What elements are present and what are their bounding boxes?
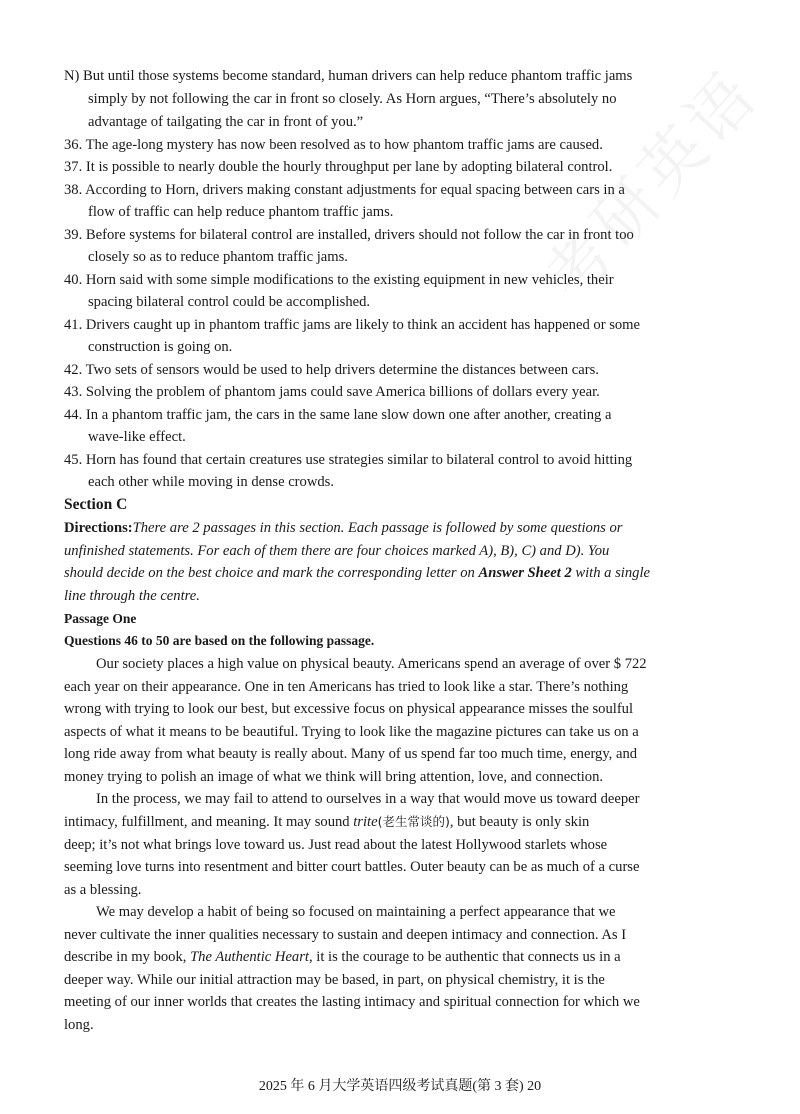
question-37: 37. It is possible to nearly double the hourly throughput per lane by adopting bilateral control. [64,159,613,175]
question-38-cont: flow of traffic can help reduce phantom traffic jams. [88,204,394,220]
passage-text: describe in my book, [64,949,191,965]
statement-n-cont: advantage of tailgating the car in front of you.” [88,114,364,130]
passage-line: long. [64,1017,94,1033]
directions-text: There are 2 passages in this section. Each passage is followed by some questions or [132,520,623,536]
question-39-cont: closely so as to reduce phantom traffic jams. [88,249,348,265]
directions-line-3 [64,563,650,583]
passage-line: wrong with trying to look our best, but excessive focus on physical appearance misses the soulful [64,701,634,717]
question-38: 38. According to Horn, drivers making constant adjustments for equal spacing between cars in a [64,182,625,198]
question-40: 40. Horn said with some simple modifications to the existing equipment in new vehicles, their [64,272,614,288]
watermark: 考研英语 [531,56,774,315]
question-39: 39. Before systems for bilateral control are installed, drivers should not follow the car in front too [64,227,634,243]
question-44-cont: wave-like effect. [88,429,186,445]
question-41-cont: construction is going on. [88,339,233,355]
passage-title: Passage One [64,611,137,626]
book-title: The Authentic Heart [190,949,309,965]
passage-line: as a blessing. [64,882,142,898]
directions-text: should decide on the best choice and mark the corresponding letter on [64,565,479,581]
section-title: Section C [64,496,128,513]
passage-line: We may develop a habit of being so focused on maintaining a perfect appearance that we [96,904,616,920]
question-44: 44. In a phantom traffic jam, the cars in the same lane slow down one after another, creating a [64,407,612,423]
question-42: 42. Two sets of sensors would be used to help drivers determine the distances between cars. [64,362,599,378]
question-45-cont: each other while moving in dense crowds. [88,474,334,490]
passage-text: intimacy, fulfillment, and meaning. It may sound [64,814,354,830]
directions-label: Directions: [64,520,133,536]
passage-line: never cultivate the inner qualities necessary to sustain and deepen intimacy and connection. As I [64,927,627,943]
passage-text: , it is the courage to be authentic that connects us in a [308,949,621,965]
passage-line: Our society places a high value on physical beauty. Americans spend an average of over $ 722 [96,656,647,672]
passage-line: each year on their appearance. One in ten Americans has tried to look like a star. There’s nothing [64,679,629,695]
passage-line: long ride away from what beauty is really about. Many of us spend far too much time, energy, and [64,746,638,762]
statement-n-cont: simply by not following the car in front so closely. As Horn argues, “There’s absolutely no [88,91,617,107]
statement-n: N) But until those systems become standard, human drivers can help reduce phantom traffic jams [64,68,633,84]
question-45: 45. Horn has found that certain creatures use strategies similar to bilateral control to avoid hitting [64,452,633,468]
questions-heading: Questions 46 to 50 are based on the following passage. [64,633,375,648]
gloss-word: trite [353,814,378,830]
passage-line: In the process, we may fail to attend to ourselves in a way that would move us toward deeper [96,791,640,807]
question-40-cont: spacing bilateral control could be accomplished. [88,294,371,310]
passage-line [64,812,589,832]
question-43: 43. Solving the problem of phantom jams could save America billions of dollars every year. [64,384,600,400]
answer-sheet-ref: Answer Sheet 2 [478,565,572,581]
directions-line-4: line through the centre. [64,588,200,604]
passage-line: money trying to polish an image of what we think will bring attention, love, and connection. [64,769,604,785]
question-36: 36. The age-long mystery has now been resolved as to how phantom traffic jams are caused. [64,137,603,153]
passage-line: meeting of our inner worlds that creates the lasting intimacy and spiritual connection for which we [64,994,640,1010]
question-41: 41. Drivers caught up in phantom traffic jams are likely to think an accident has happened or some [64,317,641,333]
passage-line [64,947,621,967]
passage-text: , but beauty is only skin [449,814,590,830]
passage-line: deeper way. While our initial attraction may be based, in part, on physical chemistry, it is the [64,972,605,988]
directions-line-1 [64,518,622,538]
gloss-translation: (老生常谈的) [377,814,450,829]
page-footer: 2025 年 6 月大学英语四级考试真题(第 3 套) 20 [258,1079,542,1094]
passage-line: seeming love turns into resentment and bitter court battles. Outer beauty can be as much of a curse [64,859,640,875]
passage-line: deep; it’s not what brings love toward us. Just read about the latest Hollywood starlets whose [64,837,608,853]
directions-line-2: unfinished statements. For each of them there are four choices marked A), B), C) and D). You [64,543,610,559]
directions-text: with a single [571,565,650,581]
passage-line: aspects of what it means to be beautiful. Trying to look like the magazine pictures can take us on a [64,724,639,740]
